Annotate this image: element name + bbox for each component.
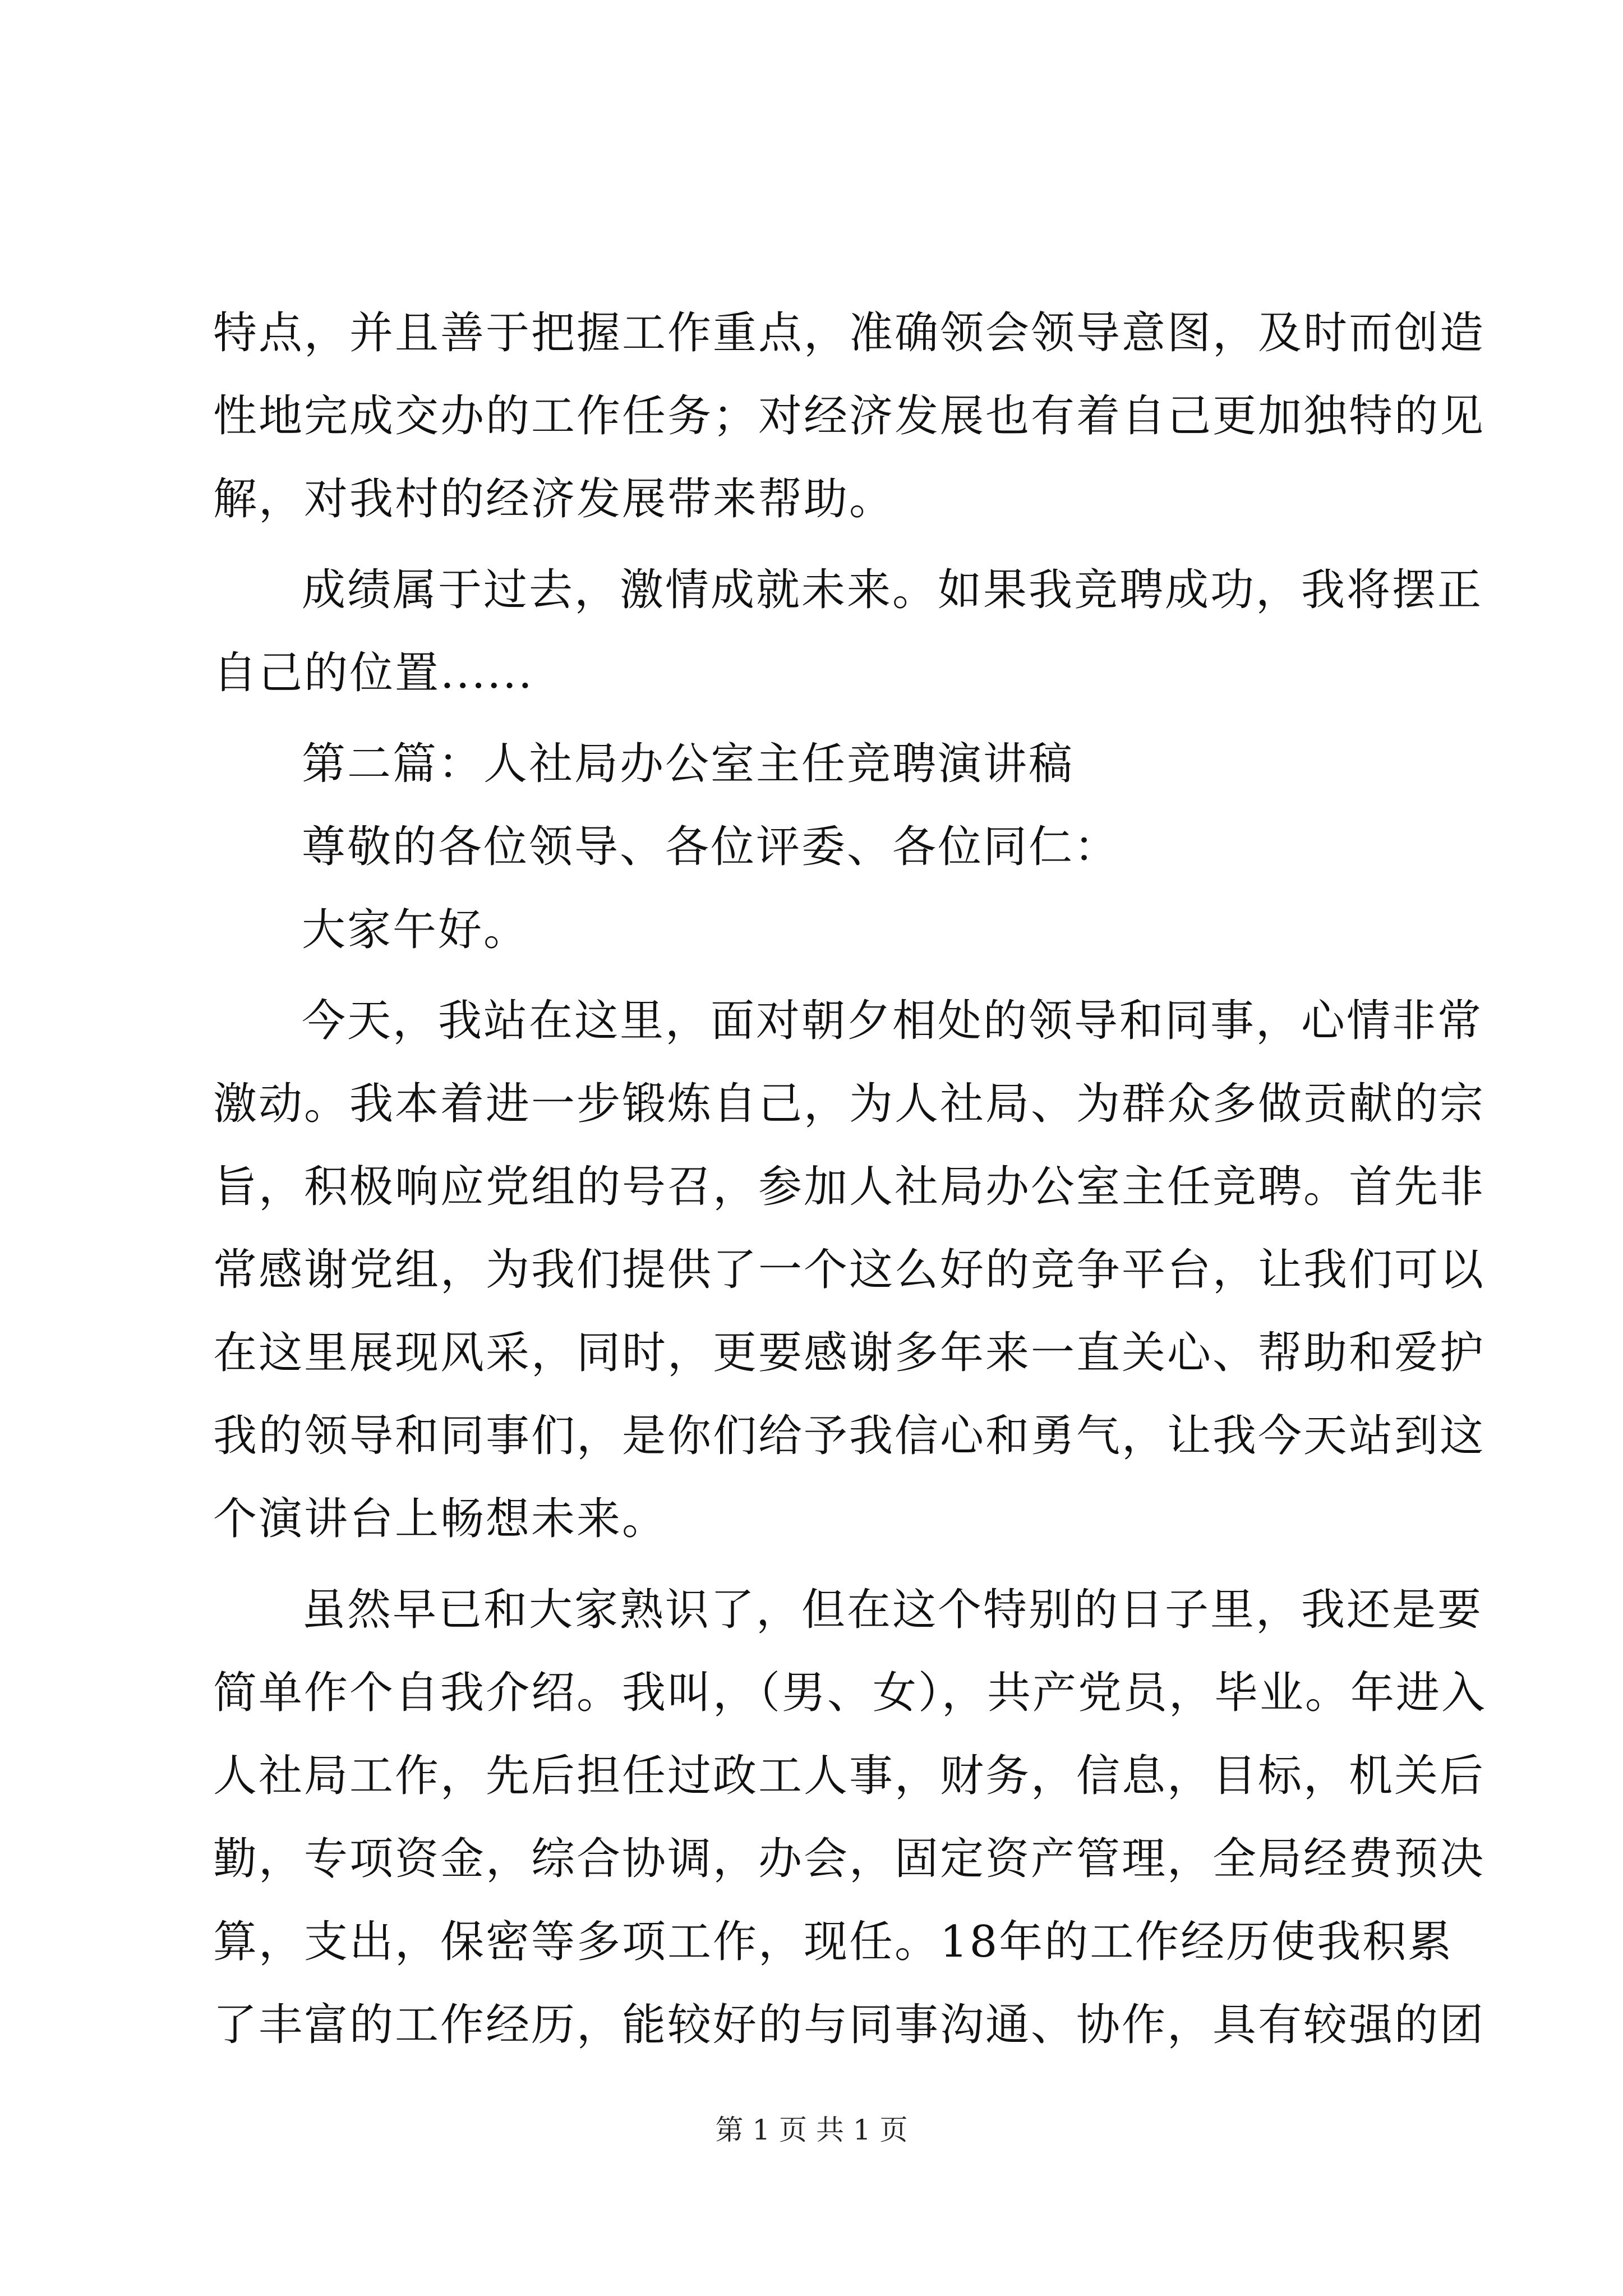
text-line: 虽然早已和大家熟识了，但在这个特别的日子里，我还是要: [302, 1585, 1483, 1635]
text-line: 旨，积极响应党组的号召，参加人社局办公室主任竞聘。首先非: [213, 1162, 1486, 1212]
paragraph: [213, 292, 1486, 541]
text-line: 激动。我本着进一步锻炼自己，为人社局、为群众多做贡献的宗: [213, 1079, 1486, 1129]
text-line: 个演讲台上畅想未来。: [213, 1494, 668, 1544]
text-line: 解，对我村的经济发展带来帮助。: [213, 474, 895, 524]
text-line: 成绩属于过去，激情成就未来。如果我竞聘成功，我将摆正: [302, 565, 1483, 615]
paragraph: [213, 979, 1486, 1561]
text-line: 人社局工作，先后担任过政工人事，财务，信息，目标，机关后: [213, 1751, 1486, 1801]
salutation: [213, 806, 1424, 889]
text-line: 尊敬的各位领导、各位评委、各位同仁：: [302, 822, 1120, 872]
text-line: 在这里展现风采，同时，更要感谢多年来一直关心、帮助和爱护: [213, 1328, 1486, 1378]
section-heading: [213, 723, 1424, 806]
paragraph: [213, 1568, 1487, 2067]
text-line: 常感谢党组，为我们提供了一个这么好的竞争平台，让我们可以: [213, 1245, 1486, 1295]
text-line: 今天，我站在这里，面对朝夕相处的领导和同事，心情非常: [302, 996, 1483, 1046]
paragraph: [213, 549, 1483, 715]
document-body: [213, 292, 1487, 2067]
page-footer: [0, 2110, 1623, 2150]
text-line: 大家午好。: [302, 905, 529, 955]
text-line: 自己的位置......: [213, 648, 534, 698]
text-line: 特点，并且善于把握工作重点，准确领会领导意图，及时而创造: [213, 308, 1486, 358]
text-line: 算，支出，保密等多项工作，现任。18年的工作经历使我积累: [213, 1917, 1454, 1967]
text-line: 我的领导和同事们，是你们给予我信心和勇气，让我今天站到这: [213, 1411, 1486, 1461]
text-line: 第二篇：人社局办公室主任竞聘演讲稿: [302, 739, 1075, 789]
greeting: [213, 889, 1424, 972]
page-number-label: 第 1 页 共 1 页: [715, 2114, 908, 2146]
text-line: 勤，专项资金，综合协调，办会，固定资产管理，全局经费预决: [213, 1834, 1486, 1884]
text-line: 了丰富的工作经历，能较好的与同事沟通、协作，具有较强的团: [213, 2000, 1486, 2050]
text-line: 性地完成交办的工作任务；对经济发展也有着自己更加独特的见: [213, 391, 1486, 441]
text-line: 简单作个自我介绍。我叫，（男、女），共产党员，毕业。年进入: [213, 1668, 1487, 1718]
